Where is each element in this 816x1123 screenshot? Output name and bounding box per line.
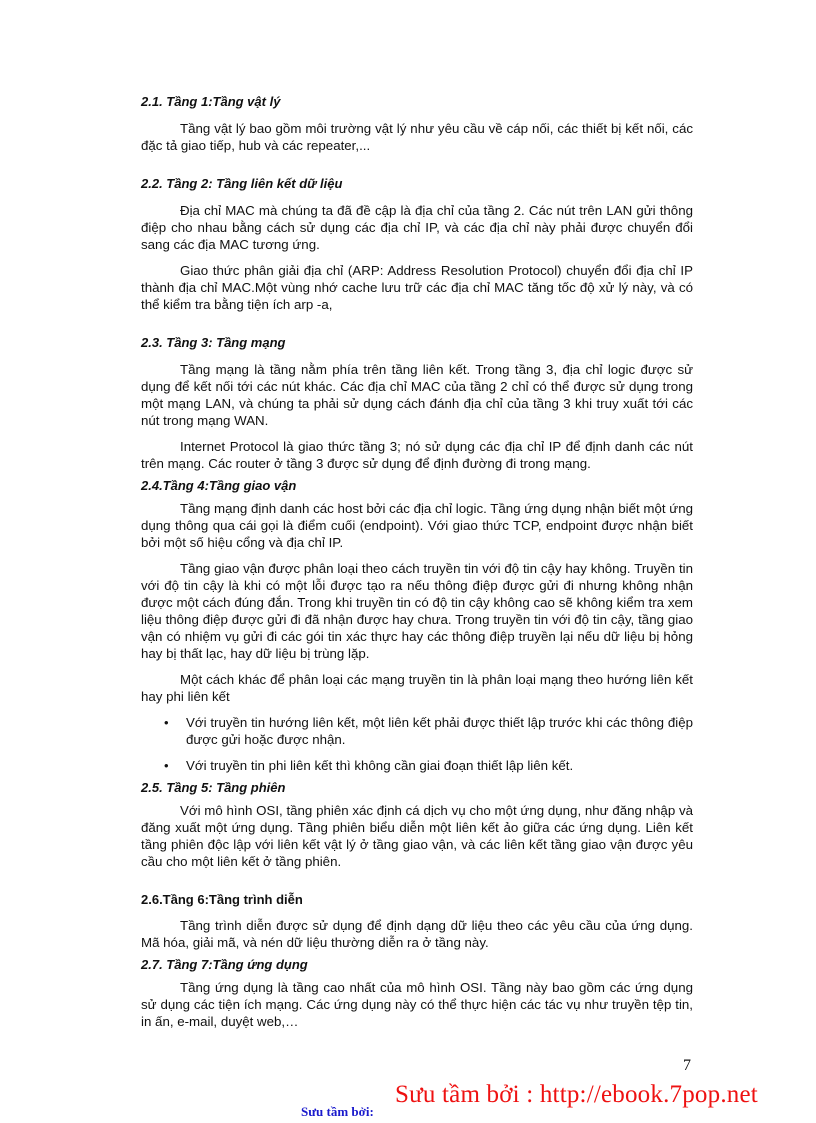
paragraph: Tầng trình diễn được sử dụng để định dạng dữ liệu theo các yêu cầu của ứng dụng. Mã hóa, giải mã, và nén dữ liệu thường diễn ra ở tầng này. bbox=[141, 918, 693, 950]
heading-2-7: 2.7. Tầng 7:Tầng ứng dụng bbox=[141, 957, 308, 972]
list-item bbox=[141, 714, 693, 748]
paragraph: Tầng ứng dụng là tầng cao nhất của mô hình OSI. Tầng này bao gồm các ứng dụng sử dụng các tiện ích mạng. Các ứng dụng này có thể thực hiện các tác vụ như truyền tệp tin, in ấn, e-mail, duyệt web,… bbox=[141, 980, 693, 1029]
heading-2-3: 2.3. Tầng 3: Tầng mạng bbox=[141, 335, 286, 350]
paragraph: Tầng mạng định danh các host bởi các địa chỉ logic. Tầng ứng dụng nhận biết một ứng dụng thông qua cái gọi là điểm cuối (endpoint). Với giao thức TCP, endpoint được nhận biết bởi một số hiệu cổng và địa chỉ IP. bbox=[141, 501, 693, 550]
bullet-icon: • bbox=[164, 758, 169, 773]
paragraph: Một cách khác để phân loại các mạng truyền tin là phân loại mạng theo hướng liên kết hay phi liên kết bbox=[141, 672, 693, 704]
page-number: 7 bbox=[683, 1057, 691, 1074]
heading-2-4: 2.4.Tầng 4:Tầng giao vận bbox=[141, 478, 297, 493]
paragraph: Tầng mạng là tầng nằm phía trên tầng liên kết. Trong tầng 3, địa chỉ logic được sử dụng để kết nối tới các nút khác. Các địa chỉ MAC của tầng 2 chỉ có thể được sử dụng trong một mạng LAN, và chúng ta phải sử dụng cách đánh địa chỉ của tầng 3 khi truy xuất tới các nút trong mạng WAN. bbox=[141, 362, 693, 428]
watermark-link[interactable]: Sưu tầm bởi : http://ebook.7pop.net bbox=[395, 1081, 758, 1108]
paragraph: Tầng giao vận được phân loại theo cách truyền tin với độ tin cậy hay không. Truyền tin với độ tin cậy là khi có một lỗi được tạo ra nếu thông điệp được gửi đi nhưng không nhận được một cách đúng đắn. Trong khi truyền tin có độ tin cậy không cao sẽ không kiểm tra xem liệu thông điệp được gửi đi đã nhận được hay chưa. Trong truyền tin với độ tin cậy, tầng giao vận có nhiệm vụ gửi đi các gói tin xác thực hay các thông điệp truyền lại nếu dữ liệu bị hỏng hay bị thất lạc, hay dữ liệu bị trùng lặp. bbox=[141, 561, 693, 661]
bullet-list bbox=[141, 714, 693, 774]
list-item bbox=[141, 757, 693, 774]
heading-2-2: 2.2. Tầng 2: Tầng liên kết dữ liệu bbox=[141, 176, 343, 191]
list-item-text: Với truyền tin phi liên kết thì không cần giai đoạn thiết lập liên kết. bbox=[186, 758, 574, 773]
heading-2-5: 2.5. Tầng 5: Tầng phiên bbox=[141, 780, 286, 795]
bullet-icon: • bbox=[164, 715, 169, 730]
paragraph: Internet Protocol là giao thức tầng 3; nó sử dụng các địa chỉ IP để định danh các nút trên mạng. Các router ở tầng 3 được sử dụng để định đường đi trong mạng. bbox=[141, 439, 693, 471]
list-item-text: Với truyền tin hướng liên kết, một liên kết phải được thiết lập trước khi các thông điệp được gửi hoặc được nhận. bbox=[186, 715, 693, 747]
heading-2-6: 2.6.Tầng 6:Tầng trình diễn bbox=[141, 892, 303, 907]
paragraph: Với mô hình OSI, tầng phiên xác định cá dịch vụ cho một ứng dụng, như đăng nhập và đăng xuất một ứng dụng. Tầng phiên biểu diễn một liên kết ảo giữa các ứng dụng. Liên kết tầng phiên độc lập với liên kết vật lý ở tầng giao vận, và các liên kết tầng giao vận được yêu cầu cho một liên kết ở tầng phiên. bbox=[141, 803, 693, 869]
paragraph: Địa chỉ MAC mà chúng ta đã đề cập là địa chỉ của tầng 2. Các nút trên LAN gửi thông điệp cho nhau bằng cách sử dụng các địa chỉ IP, và các địa chỉ này phải được chuyển đổi sang các địa MAC tương ứng. bbox=[141, 203, 693, 252]
paragraph: Tầng vật lý bao gồm môi trường vật lý như yêu cầu về cáp nối, các thiết bị kết nối, các đặc tả giao tiếp, hub và các repeater,... bbox=[141, 121, 693, 153]
document-page bbox=[141, 90, 693, 1030]
footer-credit: Sưu tầm bởi: bbox=[301, 1104, 374, 1119]
paragraph: Giao thức phân giải địa chỉ (ARP: Address Resolution Protocol) chuyển đổi địa chỉ IP thành địa chỉ MAC.Một vùng nhớ cache lưu trữ các địa chỉ MAC tăng tốc độ xử lý này, và có thể kiểm tra bằng tiện ích arp -a, bbox=[141, 263, 693, 312]
heading-2-1: 2.1. Tầng 1:Tầng vật lý bbox=[141, 94, 281, 109]
